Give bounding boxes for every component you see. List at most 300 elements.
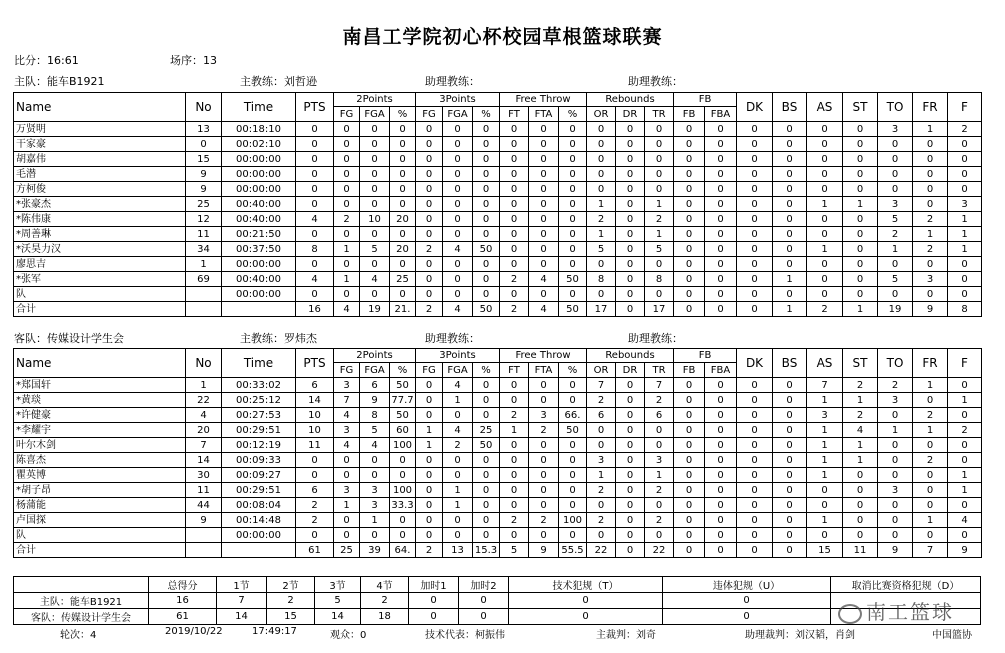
stat-cell: 0 — [948, 137, 982, 152]
stat-cell: 8 — [587, 272, 616, 287]
stat-cell: 0 — [773, 438, 807, 453]
stat-cell: 00:09:33 — [222, 453, 296, 468]
stat-cell: 0 — [948, 257, 982, 272]
stat-cell: 0 — [705, 257, 737, 272]
stat-cell: 00:40:00 — [222, 272, 296, 287]
summary-header-cell: 2节 — [267, 577, 315, 593]
player-row — [14, 468, 982, 483]
stat-cell: 19 — [360, 302, 390, 317]
player-name: 廖思吉 — [14, 257, 186, 272]
stat-cell: 9 — [186, 513, 222, 528]
stat-cell: 0 — [773, 257, 807, 272]
stat-cell: 8 — [296, 242, 334, 257]
stat-cell: 0 — [674, 453, 705, 468]
stat-cell: 0 — [913, 468, 948, 483]
player-row — [14, 137, 982, 152]
stat-cell: 64. — [390, 543, 416, 558]
stat-cell: 0 — [416, 498, 443, 513]
stat-cell: 0 — [807, 257, 843, 272]
stat-cell: 0 — [587, 498, 616, 513]
stat-cell: 0 — [616, 438, 645, 453]
stat-cell — [222, 302, 296, 317]
stat-cell: 7 — [645, 378, 674, 393]
stat-cell: 0 — [616, 137, 645, 152]
stat-cell: 4 — [360, 272, 390, 287]
stat-cell: 5 — [500, 543, 529, 558]
stat-cell: 00:25:12 — [222, 393, 296, 408]
stat-cell: 0 — [645, 423, 674, 438]
stat-cell: 0 — [616, 227, 645, 242]
stat-cell: 15 — [807, 543, 843, 558]
stat-cell: 0 — [443, 513, 473, 528]
stat-cell: 0 — [360, 468, 390, 483]
stat-cell: 25 — [334, 543, 360, 558]
stat-cell: 0 — [529, 182, 559, 197]
stat-cell — [222, 543, 296, 558]
stat-cell: 0 — [443, 287, 473, 302]
summary-header-cell: 1节 — [217, 577, 267, 593]
stat-cell: 0 — [878, 152, 913, 167]
summary-cell: 0 — [509, 593, 663, 609]
stat-cell: 0 — [773, 528, 807, 543]
stat-cell: 0 — [416, 287, 443, 302]
stat-cell: 0 — [416, 408, 443, 423]
summary-team: 主队：能车B1921 — [14, 593, 149, 609]
stat-cell: 0 — [559, 167, 587, 182]
col-sub-header: FTA — [529, 363, 559, 378]
stat-cell: 0 — [416, 212, 443, 227]
player-row — [14, 227, 982, 242]
player-name: *郑国轩 — [14, 378, 186, 393]
stat-cell: 0 — [296, 197, 334, 212]
col-sub-header: % — [473, 363, 500, 378]
summary-header-cell: 3节 — [315, 577, 361, 593]
player-name: 杨蒲能 — [14, 498, 186, 513]
stat-cell: 60 — [390, 423, 416, 438]
stat-cell: 0 — [529, 378, 559, 393]
stat-cell: 4 — [443, 302, 473, 317]
stat-cell: 0 — [773, 393, 807, 408]
stat-cell: 0 — [360, 287, 390, 302]
stat-cell: 0 — [705, 197, 737, 212]
stat-cell: 0 — [878, 453, 913, 468]
stat-cell: 0 — [334, 197, 360, 212]
player-row — [14, 438, 982, 453]
stat-cell: 5 — [878, 212, 913, 227]
stat-cell: 0 — [334, 513, 360, 528]
stat-cell: 2 — [529, 513, 559, 528]
stat-cell: 0 — [737, 287, 773, 302]
stat-cell: 2 — [913, 408, 948, 423]
stat-cell: 0 — [500, 453, 529, 468]
away-asst-coach-2: 助理教练： — [628, 332, 683, 345]
stat-cell: 0 — [559, 197, 587, 212]
home-stats-table — [13, 92, 982, 317]
stat-cell: 0 — [473, 483, 500, 498]
stat-cell: 2 — [529, 423, 559, 438]
stat-cell: 11 — [186, 483, 222, 498]
stat-cell: 0 — [737, 483, 773, 498]
stat-cell: 0 — [390, 453, 416, 468]
stat-cell: 0 — [473, 408, 500, 423]
stat-cell: 50 — [473, 438, 500, 453]
stat-cell: 0 — [529, 227, 559, 242]
stat-cell: 0 — [674, 227, 705, 242]
stat-cell: 1 — [334, 498, 360, 513]
header-row — [14, 349, 982, 363]
stat-cell: 0 — [705, 393, 737, 408]
stat-cell: 0 — [500, 152, 529, 167]
stat-cell: 50 — [390, 378, 416, 393]
col-sub-header: DR — [616, 363, 645, 378]
col-time-header: Time — [222, 349, 296, 378]
stat-cell: 0 — [390, 257, 416, 272]
stat-cell: 0 — [878, 287, 913, 302]
stat-cell: 0 — [773, 212, 807, 227]
stat-cell: 0 — [645, 257, 674, 272]
stat-cell: 1 — [645, 227, 674, 242]
stat-cell: 0 — [360, 152, 390, 167]
score-label: 比分：16:61 — [14, 54, 79, 67]
stat-cell: 0 — [705, 122, 737, 137]
stat-cell: 1 — [645, 468, 674, 483]
stat-cell: 0 — [360, 122, 390, 137]
stat-cell: 0 — [390, 122, 416, 137]
player-row — [14, 287, 982, 302]
stat-cell: 0 — [948, 528, 982, 543]
player-name: *周善琳 — [14, 227, 186, 242]
stat-cell: 16 — [296, 302, 334, 317]
stat-cell: 1 — [500, 423, 529, 438]
stat-cell: 2 — [843, 408, 878, 423]
order-label: 场序：13 — [170, 54, 217, 67]
stat-cell: 100 — [390, 438, 416, 453]
summary-cell: 2 — [361, 593, 409, 609]
stat-cell: 0 — [416, 513, 443, 528]
stat-cell: 5 — [360, 242, 390, 257]
stat-cell: 3 — [878, 393, 913, 408]
stat-cell: 0 — [773, 197, 807, 212]
stat-cell: 4 — [296, 212, 334, 227]
stat-cell: 0 — [443, 528, 473, 543]
stat-cell: 11 — [296, 438, 334, 453]
stat-cell: 2 — [416, 302, 443, 317]
stat-cell: 00:21:50 — [222, 227, 296, 242]
stat-cell: 0 — [843, 257, 878, 272]
stat-cell: 2 — [334, 212, 360, 227]
stat-cell: 6 — [296, 483, 334, 498]
stat-cell: 0 — [500, 498, 529, 513]
stat-cell: 0 — [616, 167, 645, 182]
stat-cell: 0 — [529, 152, 559, 167]
player-row — [14, 257, 982, 272]
stat-cell: 0 — [843, 122, 878, 137]
stat-cell: 5 — [587, 242, 616, 257]
stat-cell: 3 — [360, 498, 390, 513]
stat-cell: 50 — [473, 302, 500, 317]
player-name: 胡嘉伟 — [14, 152, 186, 167]
stat-cell: 1 — [807, 468, 843, 483]
stat-cell: 0 — [587, 137, 616, 152]
stat-cell: 0 — [913, 483, 948, 498]
stat-cell: 0 — [416, 528, 443, 543]
stat-cell: 50 — [559, 272, 587, 287]
stat-cell: 0 — [843, 152, 878, 167]
stat-cell: 0 — [913, 438, 948, 453]
stat-cell: 1 — [913, 423, 948, 438]
stat-cell: 0 — [616, 197, 645, 212]
stat-cell: 0 — [473, 453, 500, 468]
stat-cell: 8 — [645, 272, 674, 287]
stat-cell: 00:00:00 — [222, 182, 296, 197]
stat-cell: 0 — [705, 483, 737, 498]
col-pts-header: PTS — [296, 349, 334, 378]
stat-cell — [186, 528, 222, 543]
stat-cell: 0 — [416, 152, 443, 167]
stat-cell: 0 — [807, 122, 843, 137]
stat-cell: 0 — [587, 287, 616, 302]
stat-cell: 17 — [645, 302, 674, 317]
stat-cell: 0 — [529, 498, 559, 513]
stat-cell: 4 — [529, 302, 559, 317]
stat-cell: 2 — [296, 513, 334, 528]
stat-cell: 0 — [296, 137, 334, 152]
col-no-header: No — [186, 349, 222, 378]
col-pts-header: PTS — [296, 93, 334, 122]
stat-cell: 1 — [807, 423, 843, 438]
stat-cell: 2 — [913, 453, 948, 468]
stat-cell: 39 — [360, 543, 390, 558]
summary-cell: 5 — [315, 593, 361, 609]
stat-cell: 0 — [843, 182, 878, 197]
summary-header-row — [14, 577, 981, 593]
stat-cell: 0 — [473, 468, 500, 483]
stat-cell: 0 — [843, 227, 878, 242]
player-name: *胡子昂 — [14, 483, 186, 498]
stat-cell: 0 — [529, 257, 559, 272]
col-dk-header: DK — [737, 93, 773, 122]
col-sub-header: % — [559, 363, 587, 378]
col-sub-header: FGA — [360, 107, 390, 122]
stat-cell: 0 — [587, 167, 616, 182]
stat-cell: 0 — [186, 137, 222, 152]
stat-cell: 0 — [587, 257, 616, 272]
stat-cell: 0 — [416, 453, 443, 468]
stat-cell: 0 — [737, 528, 773, 543]
stat-cell: 0 — [913, 152, 948, 167]
stat-cell: 21. — [390, 302, 416, 317]
col-rebounds-header: Rebounds — [587, 93, 674, 107]
stat-cell: 1 — [807, 438, 843, 453]
stat-cell: 0 — [443, 468, 473, 483]
stat-cell: 2 — [587, 393, 616, 408]
col-bs-header: BS — [773, 93, 807, 122]
stat-cell: 0 — [416, 137, 443, 152]
stat-cell: 8 — [948, 302, 982, 317]
stat-cell: 11 — [843, 543, 878, 558]
stat-cell: 0 — [616, 543, 645, 558]
stat-cell: 0 — [674, 122, 705, 137]
stat-cell: 0 — [674, 408, 705, 423]
stat-cell: 0 — [529, 438, 559, 453]
stat-cell: 0 — [913, 287, 948, 302]
stat-cell: 0 — [360, 182, 390, 197]
stat-cell: 0 — [645, 122, 674, 137]
stat-cell: 0 — [296, 528, 334, 543]
stat-cell: 0 — [705, 212, 737, 227]
col-sub-header: FBA — [705, 363, 737, 378]
stat-cell: 6 — [645, 408, 674, 423]
stat-cell: 0 — [559, 212, 587, 227]
player-name: 队 — [14, 287, 186, 302]
away-coach-label: 主教练：罗炜杰 — [240, 332, 317, 345]
stat-cell: 0 — [807, 137, 843, 152]
stat-cell: 0 — [473, 257, 500, 272]
stat-cell: 0 — [843, 513, 878, 528]
stat-cell: 2 — [913, 212, 948, 227]
stat-cell: 0 — [737, 197, 773, 212]
stat-cell: 10 — [360, 212, 390, 227]
stat-cell: 34 — [186, 242, 222, 257]
stat-cell: 0 — [807, 287, 843, 302]
stat-cell: 1 — [443, 483, 473, 498]
player-name: *张军 — [14, 272, 186, 287]
stat-cell: 2 — [948, 423, 982, 438]
stat-cell: 0 — [616, 528, 645, 543]
player-row — [14, 212, 982, 227]
home-coach-label: 主教练：刘哲逊 — [240, 75, 317, 88]
stat-cell: 3 — [360, 483, 390, 498]
player-name: 方柯俊 — [14, 182, 186, 197]
stat-cell: 3 — [948, 197, 982, 212]
stat-cell: 0 — [616, 287, 645, 302]
stat-cell: 00:00:00 — [222, 287, 296, 302]
stat-cell: 0 — [360, 227, 390, 242]
stat-cell: 2 — [500, 272, 529, 287]
stat-cell: 0 — [737, 152, 773, 167]
stat-cell: 0 — [390, 182, 416, 197]
col-sub-header: FGA — [443, 363, 473, 378]
summary-header-cell: 取消比赛资格犯规（D） — [831, 577, 981, 593]
stat-cell: 0 — [674, 272, 705, 287]
stat-cell: 1 — [843, 438, 878, 453]
stat-cell — [186, 287, 222, 302]
summary-cell: 0 — [663, 609, 831, 625]
stat-cell: 0 — [559, 137, 587, 152]
home-asst-coach-2: 助理教练： — [628, 75, 683, 88]
stat-cell: 0 — [878, 528, 913, 543]
stat-cell: 0 — [674, 182, 705, 197]
stat-cell: 0 — [334, 122, 360, 137]
col-2points-header: 2Points — [334, 93, 416, 107]
stat-cell: 0 — [674, 528, 705, 543]
stat-cell: 0 — [473, 182, 500, 197]
stat-cell: 1 — [645, 197, 674, 212]
stat-cell: 1 — [587, 197, 616, 212]
stat-cell: 1 — [948, 242, 982, 257]
away-stats-table — [13, 348, 982, 558]
summary-cell: 2 — [267, 593, 315, 609]
stat-cell: 1 — [416, 438, 443, 453]
stat-cell: 0 — [443, 122, 473, 137]
stat-cell: 7 — [807, 378, 843, 393]
col-sub-header: FG — [334, 363, 360, 378]
stat-cell: 3 — [913, 272, 948, 287]
stat-cell: 1 — [443, 393, 473, 408]
stat-cell: 0 — [773, 182, 807, 197]
stat-cell: 1 — [948, 212, 982, 227]
footer-audience: 观众：0 — [330, 630, 367, 641]
stat-cell: 1 — [843, 393, 878, 408]
player-row — [14, 197, 982, 212]
stat-cell: 1 — [334, 242, 360, 257]
stat-cell: 00:09:27 — [222, 468, 296, 483]
stat-cell: 0 — [773, 137, 807, 152]
stat-cell: 0 — [334, 182, 360, 197]
stat-cell: 0 — [443, 152, 473, 167]
stat-cell: 0 — [843, 528, 878, 543]
player-row — [14, 483, 982, 498]
stat-cell: 0 — [473, 528, 500, 543]
stat-cell: 0 — [773, 152, 807, 167]
stat-cell: 1 — [807, 242, 843, 257]
stat-cell: 0 — [334, 453, 360, 468]
stat-cell: 0 — [705, 272, 737, 287]
summary-team: 客队：传媒设计学生会 — [14, 609, 149, 625]
stat-cell: 0 — [773, 122, 807, 137]
player-row — [14, 453, 982, 468]
stat-cell: 0 — [705, 378, 737, 393]
stat-cell: 0 — [705, 543, 737, 558]
stat-cell: 0 — [473, 393, 500, 408]
stat-cell: 00:14:48 — [222, 513, 296, 528]
col-fb-header: FB — [674, 93, 737, 107]
stat-cell: 1 — [843, 302, 878, 317]
stat-cell: 9 — [878, 543, 913, 558]
stat-cell: 0 — [705, 287, 737, 302]
stat-cell: 0 — [737, 137, 773, 152]
col-sub-header: OR — [587, 107, 616, 122]
stat-cell: 0 — [416, 167, 443, 182]
stat-cell: 0 — [616, 257, 645, 272]
stat-cell: 0 — [737, 182, 773, 197]
stat-cell: 66. — [559, 408, 587, 423]
stat-cell: 0 — [737, 513, 773, 528]
stat-cell: 0 — [529, 242, 559, 257]
away-asst-coach-1: 助理教练： — [425, 332, 480, 345]
stat-cell: 0 — [473, 197, 500, 212]
stat-cell: 0 — [296, 122, 334, 137]
stat-cell: 0 — [416, 468, 443, 483]
stat-cell: 0 — [737, 393, 773, 408]
stat-cell: 00:29:51 — [222, 483, 296, 498]
stat-cell: 0 — [500, 137, 529, 152]
player-name: 毛潜 — [14, 167, 186, 182]
stat-cell: 2 — [500, 408, 529, 423]
stat-cell: 0 — [807, 227, 843, 242]
player-name: *李耀宇 — [14, 423, 186, 438]
stat-cell: 00:00:00 — [222, 152, 296, 167]
page-title: 南昌工学院初心杯校园草根篮球联赛 — [342, 26, 663, 48]
stat-cell: 0 — [500, 483, 529, 498]
stat-cell: 0 — [737, 453, 773, 468]
stat-cell: 0 — [360, 197, 390, 212]
stat-cell: 0 — [737, 423, 773, 438]
stat-cell: 0 — [473, 378, 500, 393]
stat-cell: 0 — [616, 423, 645, 438]
wechat-icon — [838, 604, 862, 624]
stat-cell: 50 — [390, 408, 416, 423]
